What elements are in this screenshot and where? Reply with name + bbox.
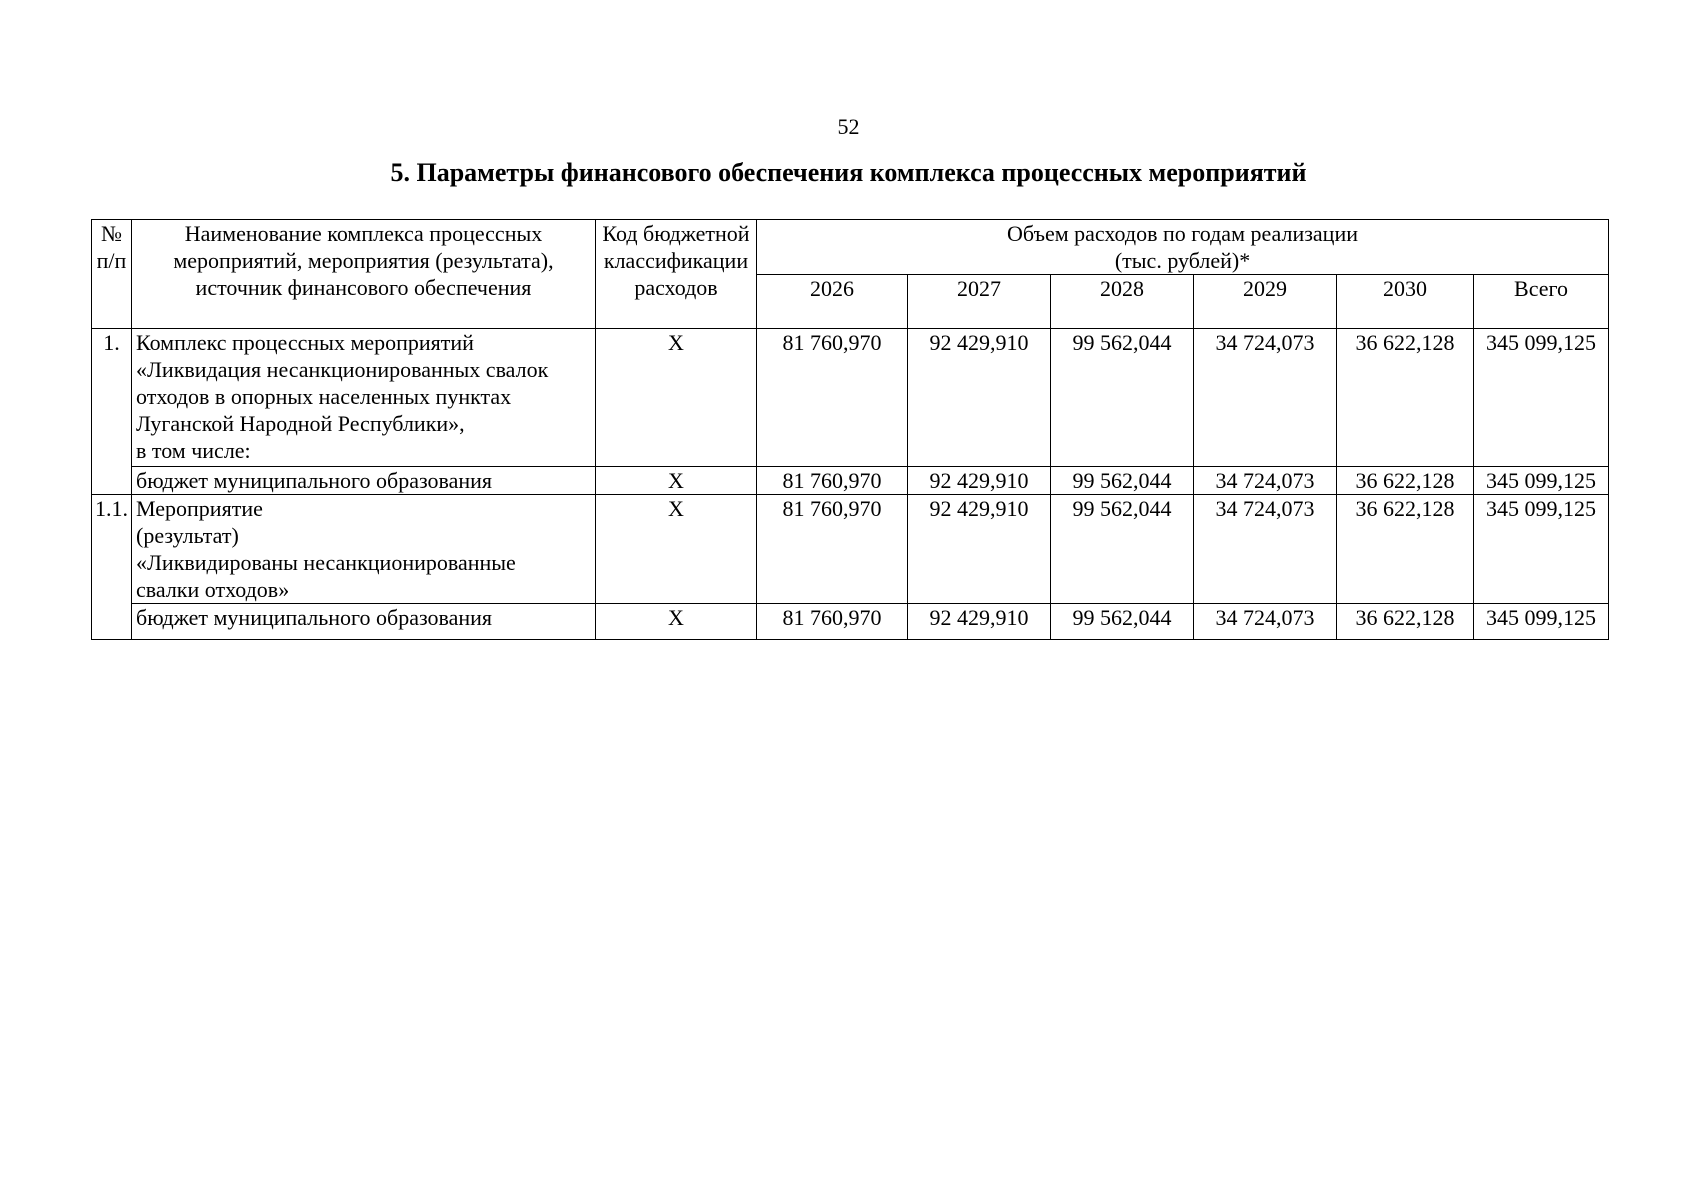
value-2027: 92 429,910 (908, 495, 1051, 604)
value-2030: 36 622,128 (1337, 604, 1474, 640)
page-number: 52 (837, 114, 860, 139)
financing-table (91, 219, 1609, 640)
value-2026: 81 760,970 (757, 467, 908, 495)
header-num: № п/п (92, 220, 132, 329)
value-2029: 34 724,073 (1194, 329, 1337, 467)
table-row (92, 604, 1609, 640)
header-code: Код бюджетной классификации расходов (596, 220, 757, 329)
value-2027: 92 429,910 (908, 329, 1051, 467)
value-2030: 36 622,128 (1337, 495, 1474, 604)
value-2027: 92 429,910 (908, 467, 1051, 495)
value-2028: 99 562,044 (1051, 604, 1194, 640)
section-title: 5. Параметры финансового обеспечения комплекса процессных мероприятий (390, 158, 1307, 187)
row-num: 1. (92, 329, 132, 495)
header-year-2026: 2026 (757, 275, 908, 329)
value-2028: 99 562,044 (1051, 329, 1194, 467)
value-2027: 92 429,910 (908, 604, 1051, 640)
value-2028: 99 562,044 (1051, 495, 1194, 604)
value-2028: 99 562,044 (1051, 467, 1194, 495)
header-year-2030: 2030 (1337, 275, 1474, 329)
row-code: X (596, 329, 757, 467)
row-name: бюджет муниципального образования (132, 604, 596, 640)
header-total: Всего (1474, 275, 1609, 329)
row-code: X (596, 604, 757, 640)
value-2029: 34 724,073 (1194, 495, 1337, 604)
table-row (92, 329, 1609, 467)
row-code: X (596, 467, 757, 495)
value-total: 345 099,125 (1474, 495, 1609, 604)
value-2030: 36 622,128 (1337, 467, 1474, 495)
header-year-2028: 2028 (1051, 275, 1194, 329)
header-volume: Объем расходов по годам реализации (тыс. рублей)* (757, 220, 1609, 275)
header-row-1 (92, 220, 1609, 275)
value-2029: 34 724,073 (1194, 604, 1337, 640)
value-2030: 36 622,128 (1337, 329, 1474, 467)
value-2026: 81 760,970 (757, 495, 908, 604)
header-year-2029: 2029 (1194, 275, 1337, 329)
value-2026: 81 760,970 (757, 329, 908, 467)
value-2026: 81 760,970 (757, 604, 908, 640)
header-name: Наименование комплекса процессных мероприятий, мероприятия (результата), источник финансового обеспечения (132, 220, 596, 329)
row-num: 1.1. (92, 495, 132, 640)
value-total: 345 099,125 (1474, 329, 1609, 467)
table-row (92, 495, 1609, 604)
value-total: 345 099,125 (1474, 604, 1609, 640)
row-code: X (596, 495, 757, 604)
row-name: Комплекс процессных мероприятий «Ликвидация несанкционированных свалок отходов в опорных населенных пунктах Луганской Народной Республики», в том числе: (132, 329, 596, 467)
row-name: бюджет муниципального образования (132, 467, 596, 495)
row-name: Мероприятие (результат) «Ликвидированы несанкционированные свалки отходов» (132, 495, 596, 604)
value-total: 345 099,125 (1474, 467, 1609, 495)
table-row (92, 467, 1609, 495)
value-2029: 34 724,073 (1194, 467, 1337, 495)
header-year-2027: 2027 (908, 275, 1051, 329)
